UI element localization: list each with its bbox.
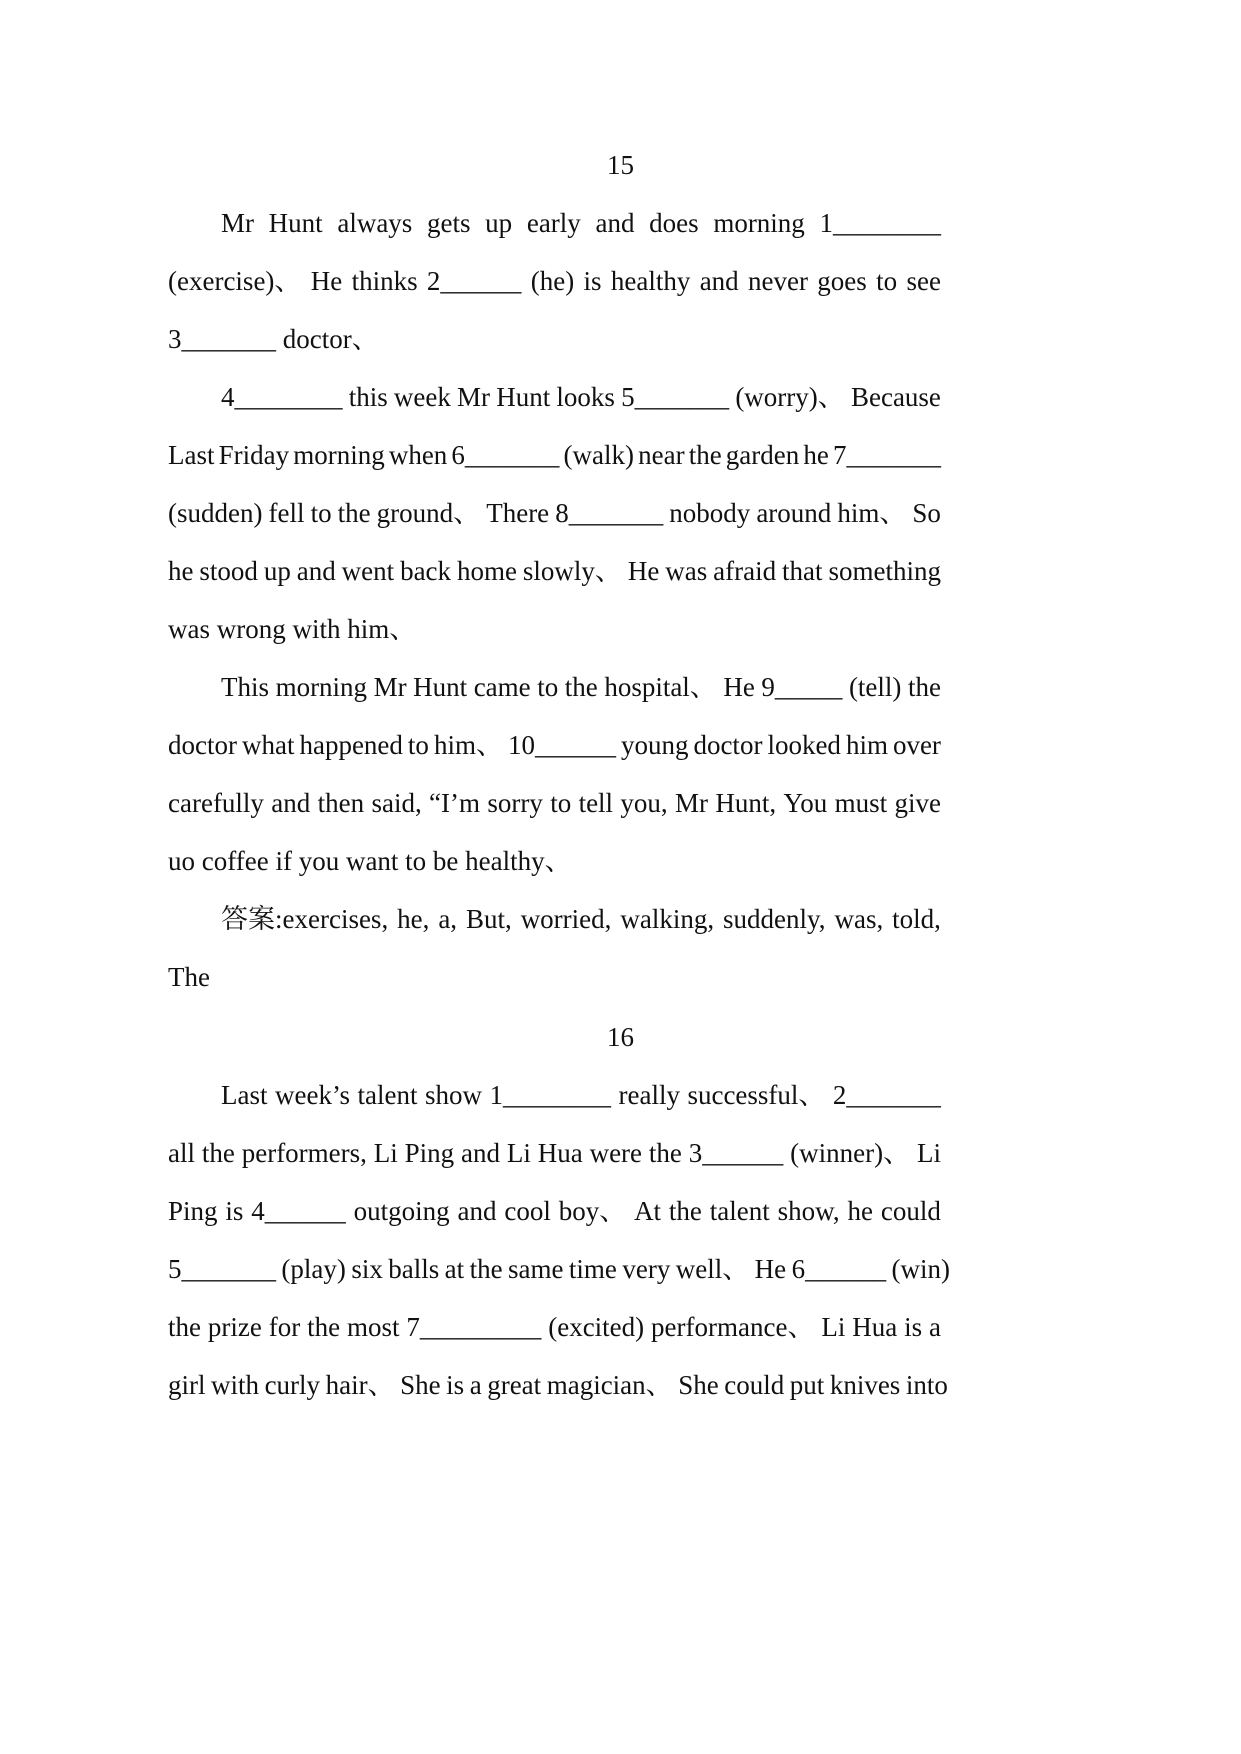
word: young bbox=[620, 730, 689, 760]
word: show, bbox=[777, 1196, 840, 1226]
word: was bbox=[665, 556, 708, 586]
word: You bbox=[783, 788, 828, 818]
word: morning bbox=[275, 672, 368, 702]
word: same bbox=[508, 1254, 564, 1284]
word: told, bbox=[892, 904, 941, 934]
word: was, bbox=[834, 904, 884, 934]
word: came bbox=[473, 672, 531, 702]
word: that bbox=[782, 556, 823, 586]
word: Friday bbox=[218, 440, 290, 470]
word: the bbox=[668, 1196, 702, 1226]
word: He bbox=[627, 556, 660, 586]
word: into bbox=[905, 1370, 948, 1400]
text-line: was wrong with him、 bbox=[168, 614, 417, 644]
text-line bbox=[221, 904, 941, 934]
text-line bbox=[168, 788, 941, 818]
word: really bbox=[618, 1080, 680, 1110]
word: goes bbox=[817, 266, 867, 296]
word: he bbox=[168, 556, 194, 586]
word: Mr bbox=[457, 382, 491, 412]
word: and bbox=[271, 788, 311, 818]
word: and bbox=[457, 1196, 497, 1226]
text-line bbox=[168, 1312, 941, 1342]
word: all bbox=[168, 1138, 195, 1168]
word: him、 bbox=[433, 730, 503, 760]
word: boy、 bbox=[558, 1196, 627, 1226]
word: is bbox=[225, 1196, 244, 1226]
word: At bbox=[634, 1196, 662, 1226]
word: Because bbox=[850, 382, 941, 412]
word: Hunt bbox=[268, 208, 323, 238]
word: the bbox=[564, 672, 598, 702]
word: doctor bbox=[168, 730, 237, 760]
word: girl bbox=[168, 1370, 206, 1400]
word: six bbox=[351, 1254, 383, 1284]
word: near bbox=[638, 440, 685, 470]
word: Last bbox=[168, 440, 215, 470]
word: Ping bbox=[404, 1138, 455, 1168]
word: 5_______ bbox=[621, 382, 730, 412]
word: most bbox=[346, 1312, 400, 1342]
word: put bbox=[789, 1370, 825, 1400]
word: outgoing bbox=[353, 1196, 450, 1226]
text-line: uo coffee if you want to be healthy、 bbox=[168, 846, 572, 876]
word: this bbox=[348, 382, 388, 412]
section-15-number: 15 bbox=[607, 150, 634, 180]
text-line bbox=[168, 440, 941, 470]
word: (tell) bbox=[848, 672, 902, 702]
word: walking, bbox=[620, 904, 715, 934]
word: is bbox=[446, 1370, 465, 1400]
word: (worry)、 bbox=[735, 382, 845, 412]
word: He bbox=[310, 266, 343, 296]
word: (sudden) bbox=[168, 498, 263, 528]
word: see bbox=[906, 266, 941, 296]
word: 10______ bbox=[507, 730, 616, 760]
word: 6_______ bbox=[451, 440, 560, 470]
word: went bbox=[341, 556, 395, 586]
word: hair、 bbox=[325, 1370, 395, 1400]
word: 7_______ bbox=[832, 440, 941, 470]
word: worried, bbox=[520, 904, 612, 934]
text-line bbox=[168, 1196, 941, 1226]
word: looks bbox=[556, 382, 615, 412]
word: (exercise)、 bbox=[168, 266, 302, 296]
word: 4________ bbox=[221, 382, 343, 412]
word: (he) bbox=[530, 266, 575, 296]
word: carefully bbox=[168, 788, 264, 818]
word: up bbox=[485, 208, 513, 238]
word: to bbox=[876, 266, 898, 296]
text-line: 3_______ doctor、 bbox=[168, 324, 379, 354]
text-line bbox=[221, 672, 941, 702]
text-line bbox=[168, 1370, 948, 1400]
text-line bbox=[221, 1080, 941, 1110]
word: magician、 bbox=[546, 1370, 673, 1400]
word: 9_____ bbox=[761, 672, 843, 702]
word: There bbox=[486, 498, 550, 528]
word: garden bbox=[725, 440, 800, 470]
word: Hunt, bbox=[715, 788, 777, 818]
word: 1________ bbox=[819, 208, 941, 238]
word: healthy bbox=[610, 266, 691, 296]
text-line bbox=[221, 382, 941, 412]
word: over bbox=[892, 730, 941, 760]
word: (winner)、 bbox=[790, 1138, 911, 1168]
word: could bbox=[724, 1370, 785, 1400]
word: the bbox=[168, 1312, 201, 1342]
word: Li bbox=[821, 1312, 846, 1342]
word: Mr bbox=[373, 672, 407, 702]
word: fell bbox=[268, 498, 305, 528]
text-line bbox=[221, 208, 941, 238]
word: 8_______ bbox=[555, 498, 664, 528]
word: and bbox=[461, 1138, 501, 1168]
word: So bbox=[912, 498, 941, 528]
text-line bbox=[168, 498, 941, 528]
word: with bbox=[211, 1370, 260, 1400]
word: slowly、 bbox=[522, 556, 622, 586]
word: were bbox=[589, 1138, 643, 1168]
word: Ping bbox=[168, 1196, 218, 1226]
text-line bbox=[168, 1254, 950, 1284]
word: Mr bbox=[675, 788, 708, 818]
word: is bbox=[904, 1312, 923, 1342]
word: cool bbox=[504, 1196, 551, 1226]
word: the bbox=[688, 440, 722, 470]
word: up bbox=[263, 556, 291, 586]
word: said, bbox=[371, 788, 422, 818]
word: well、 bbox=[675, 1254, 750, 1284]
text-line bbox=[168, 266, 941, 296]
word: week bbox=[393, 382, 451, 412]
word: (win) bbox=[891, 1254, 950, 1284]
word: (play) bbox=[281, 1254, 346, 1284]
section-16-number: 16 bbox=[607, 1022, 634, 1052]
word: doctor bbox=[693, 730, 763, 760]
word: Mr bbox=[221, 208, 254, 238]
word: the bbox=[469, 1254, 503, 1284]
word: when bbox=[388, 440, 448, 470]
word: give bbox=[894, 788, 941, 818]
word: “I’m bbox=[429, 788, 481, 818]
word: thinks bbox=[351, 266, 418, 296]
word: is bbox=[583, 266, 602, 296]
word: at bbox=[444, 1254, 465, 1284]
word: 4______ bbox=[251, 1196, 346, 1226]
word: Hunt bbox=[413, 672, 468, 702]
word: very bbox=[622, 1254, 671, 1284]
word: curly bbox=[264, 1370, 321, 1400]
word: the bbox=[648, 1138, 682, 1168]
word: always bbox=[337, 208, 413, 238]
word: the bbox=[307, 1312, 341, 1342]
word: and bbox=[595, 208, 635, 238]
word: ground、 bbox=[376, 498, 481, 528]
word: he, bbox=[397, 904, 430, 934]
text-line bbox=[168, 730, 941, 760]
word: Li bbox=[916, 1138, 941, 1168]
word: you, bbox=[620, 788, 668, 818]
word: something bbox=[828, 556, 941, 586]
word: and bbox=[699, 266, 739, 296]
word: performance、 bbox=[651, 1312, 815, 1342]
word: looked bbox=[767, 730, 841, 760]
word: Hua bbox=[537, 1138, 583, 1168]
word: time bbox=[568, 1254, 617, 1284]
word: must bbox=[834, 788, 888, 818]
word: Li bbox=[373, 1138, 398, 1168]
word: suddenly, bbox=[723, 904, 826, 934]
word: But, bbox=[465, 904, 512, 934]
word: to bbox=[537, 672, 559, 702]
word: to bbox=[550, 788, 572, 818]
word: back bbox=[400, 556, 452, 586]
word: happened bbox=[299, 730, 403, 760]
word: great bbox=[487, 1370, 542, 1400]
word: 7_________ bbox=[406, 1312, 542, 1342]
word: tell bbox=[578, 788, 614, 818]
word: talent bbox=[357, 1080, 418, 1110]
word: He bbox=[723, 672, 755, 702]
word: he bbox=[803, 440, 829, 470]
word: gets bbox=[427, 208, 471, 238]
word: prize bbox=[207, 1312, 262, 1342]
word: never bbox=[748, 266, 808, 296]
word: for bbox=[268, 1312, 301, 1342]
word: week’s bbox=[275, 1080, 350, 1110]
word: hospital、 bbox=[604, 672, 717, 702]
word: a bbox=[469, 1370, 482, 1400]
word: to bbox=[407, 730, 429, 760]
word: talent bbox=[709, 1196, 770, 1226]
word: the bbox=[201, 1138, 235, 1168]
word: show bbox=[424, 1080, 482, 1110]
word: He bbox=[754, 1254, 787, 1284]
word: morning bbox=[293, 440, 385, 470]
word: 6______ bbox=[791, 1254, 887, 1284]
word: him、 bbox=[837, 498, 907, 528]
word: 答案:exercises, bbox=[221, 904, 389, 934]
word: nobody bbox=[669, 498, 751, 528]
word: afraid bbox=[713, 556, 777, 586]
text-line bbox=[168, 1138, 941, 1168]
word: 3______ bbox=[688, 1138, 784, 1168]
word: sorry bbox=[487, 788, 543, 818]
text-line bbox=[168, 556, 941, 586]
word: 5_______ bbox=[168, 1254, 276, 1284]
word: and bbox=[296, 556, 336, 586]
word: stood bbox=[199, 556, 258, 586]
word: She bbox=[678, 1370, 719, 1400]
word: a bbox=[928, 1312, 941, 1342]
word: the bbox=[337, 498, 371, 528]
word: knives bbox=[829, 1370, 901, 1400]
word: the bbox=[907, 672, 941, 702]
word: him bbox=[845, 730, 888, 760]
word: She bbox=[400, 1370, 441, 1400]
word: morning bbox=[713, 208, 805, 238]
word: could bbox=[880, 1196, 941, 1226]
word: (walk) bbox=[563, 440, 634, 470]
word: 2_______ bbox=[832, 1080, 941, 1110]
word: successful、 bbox=[687, 1080, 826, 1110]
word: balls bbox=[388, 1254, 440, 1284]
word: Hua bbox=[852, 1312, 898, 1342]
word: Hunt bbox=[496, 382, 551, 412]
word: a, bbox=[438, 904, 458, 934]
word: performers, bbox=[241, 1138, 367, 1168]
word: does bbox=[649, 208, 699, 238]
word: early bbox=[526, 208, 581, 238]
word: 2______ bbox=[426, 266, 522, 296]
word: to bbox=[310, 498, 332, 528]
word: then bbox=[317, 788, 365, 818]
word: 1________ bbox=[489, 1080, 611, 1110]
word: home bbox=[456, 556, 517, 586]
word: Last bbox=[221, 1080, 268, 1110]
word: Li bbox=[506, 1138, 531, 1168]
word: what bbox=[241, 730, 295, 760]
word: This bbox=[221, 672, 270, 702]
word: (excited) bbox=[548, 1312, 645, 1342]
text-line: The bbox=[168, 962, 210, 992]
word: he bbox=[847, 1196, 873, 1226]
word: around bbox=[756, 498, 832, 528]
